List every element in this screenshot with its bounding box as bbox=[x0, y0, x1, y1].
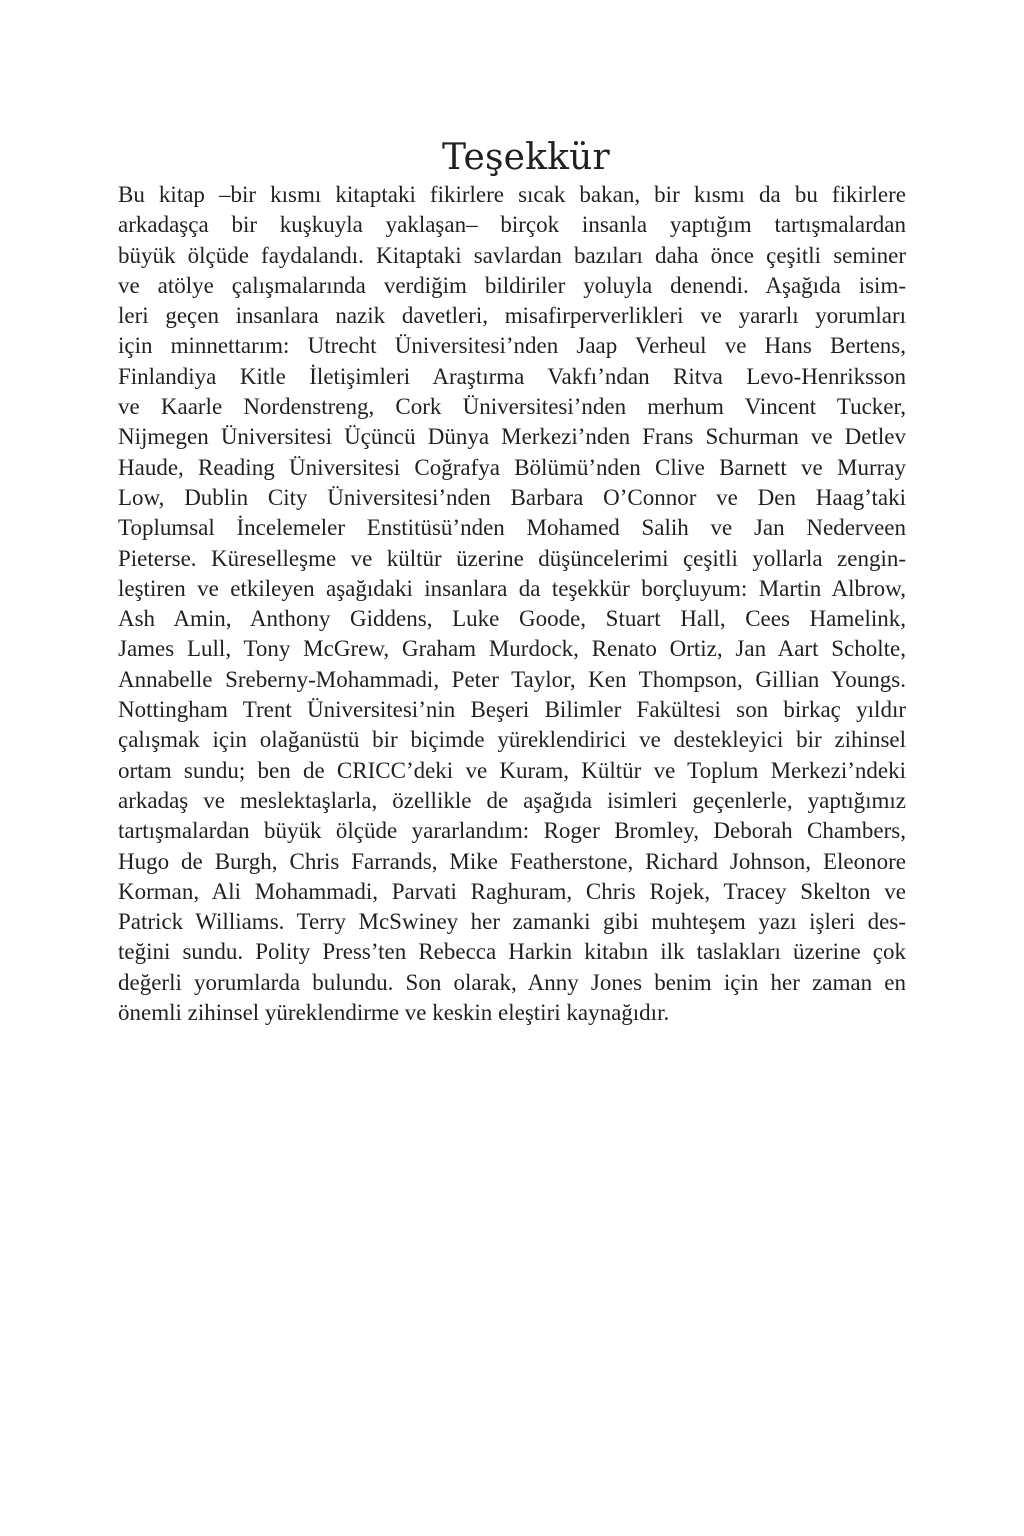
text-line: James Lull, Tony McGrew, Graham Murdock, Renato Ortiz, Jan Aart Scholte, bbox=[118, 636, 906, 662]
text-line: Nottingham Trent Üniversitesi’nin Beşeri Bilimler Fakültesi son birkaç yıldır bbox=[118, 697, 906, 723]
text-line: Hugo de Burgh, Chris Farrands, Mike Featherstone, Richard Johnson, Eleonore bbox=[118, 848, 906, 874]
page-title: Teşekkür bbox=[442, 137, 610, 178]
text-line: ve Kaarle Nordenstreng, Cork Üniversitesi’nden merhum Vincent Tucker, bbox=[118, 394, 906, 420]
text-line: Pieterse. Küreselleşme ve kültür üzerine düşüncelerimi çeşitli yollarla zengin- bbox=[118, 545, 906, 571]
text-line: leri geçen insanlara nazik davetleri, misafirperverlikleri ve yararlı yorumları bbox=[118, 303, 906, 329]
text-line: Toplumsal İncelemeler Enstitüsü’nden Mohamed Salih ve Jan Nederveen bbox=[118, 515, 906, 541]
text-line: değerli yorumlarda bulundu. Son olarak, Anny Jones benim için her zaman en bbox=[118, 969, 906, 995]
text-line: Bu kitap –bir kısmı kitaptaki fikirlere sıcak bakan, bir kısmı da bu fikirlere bbox=[118, 182, 906, 207]
text-line: ve atölye çalışmalarında verdiğim bildiriler yoluyla denendi. Aşağıda isim- bbox=[118, 272, 906, 298]
text-line: leştiren ve etkileyen aşağıdaki insanlara da teşekkür borçluyum: Martin Albrow, bbox=[118, 575, 906, 601]
text-line: önemli zihinsel yüreklendirme ve keskin eleştiri kaynağıdır. bbox=[118, 1000, 670, 1026]
acknowledgements-paragraph bbox=[118, 180, 906, 1028]
text-line: Ash Amin, Anthony Giddens, Luke Goode, Stuart Hall, Cees Hamelink, bbox=[118, 606, 906, 632]
text-line: Annabelle Sreberny-Mohammadi, Peter Taylor, Ken Thompson, Gillian Youngs. bbox=[118, 666, 906, 692]
text-line: Haude, Reading Üniversitesi Coğrafya Bölümü’nden Clive Barnett ve Murray bbox=[118, 454, 906, 480]
text-line: ortam sundu; ben de CRICC’deki ve Kuram, Kültür ve Toplum Merkezi’ndeki bbox=[118, 757, 906, 783]
text-line: çalışmak için olağanüstü bir biçimde yüreklendirici ve destekleyici bir zihinsel bbox=[118, 727, 906, 753]
text-line: büyük ölçüde faydalandı. Kitaptaki savlardan bazıları daha önce çeşitli seminer bbox=[118, 242, 906, 268]
text-line: teğini sundu. Polity Press’ten Rebecca Harkin kitabın ilk taslakları üzerine çok bbox=[118, 939, 906, 965]
text-line: için minnettarım: Utrecht Üniversitesi’nden Jaap Verheul ve Hans Bertens, bbox=[118, 333, 906, 359]
text-line: tartışmalardan büyük ölçüde yararlandım: Roger Bromley, Deborah Chambers, bbox=[118, 818, 906, 844]
text-line: Korman, Ali Mohammadi, Parvati Raghuram, Chris Rojek, Tracey Skelton ve bbox=[118, 878, 906, 904]
text-line: Patrick Williams. Terry McSwiney her zamanki gibi muhteşem yazı işleri des- bbox=[118, 909, 906, 935]
text-line: arkadaşça bir kuşkuyla yaklaşan– birçok insanla yaptığım tartışmalardan bbox=[118, 212, 906, 238]
text-line: Low, Dublin City Üniversitesi’nden Barbara O’Connor ve Den Haag’taki bbox=[118, 484, 906, 510]
text-line: arkadaş ve meslektaşlarla, özellikle de aşağıda isimleri geçenlerle, yaptığımız bbox=[118, 787, 906, 813]
text-line: Nijmegen Üniversitesi Üçüncü Dünya Merkezi’nden Frans Schurman ve Detlev bbox=[118, 424, 906, 450]
text-line: Finlandiya Kitle İletişimleri Araştırma Vakfı’ndan Ritva Levo-Henriksson bbox=[118, 363, 906, 389]
